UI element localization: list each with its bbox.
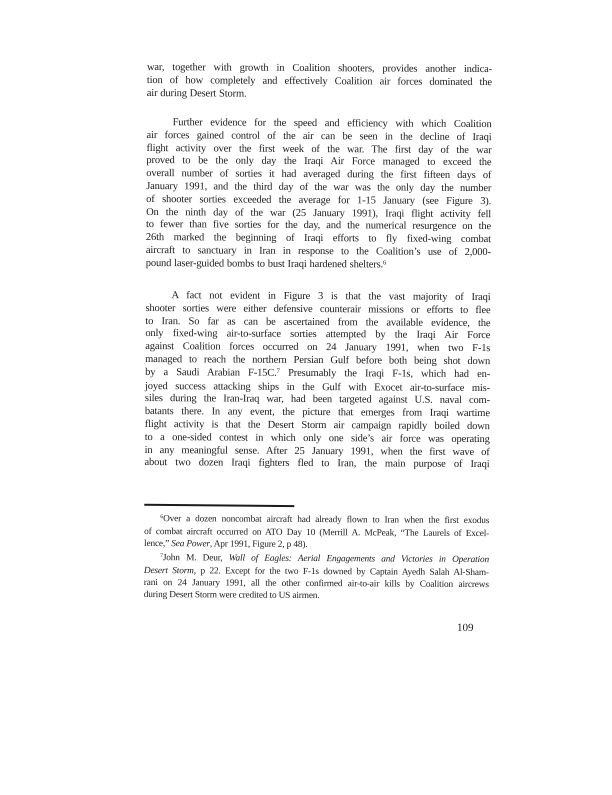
text-segment: against Coalition forces occurred on 24 January 1991, when two F-1s <box>145 341 491 355</box>
text-segment: Wall of Eagles: Aerial Engagements and Victories in Operation <box>228 553 489 566</box>
text-line <box>145 457 490 472</box>
text-segment: to Iran. So far as can be ascertained from the available evidence, the <box>145 315 491 329</box>
text-segment: about two dozen Iraqi fighters fled to Iran, the main purpose of Iraqi <box>144 457 490 471</box>
text-segment: shooter sorties were either defensive counterair missions or efforts to flee <box>145 302 491 316</box>
footnote-7 <box>144 552 489 603</box>
text-line <box>144 589 489 603</box>
text-segment: air forces gained control of the air can be seen in the decline of Iraqi <box>146 129 492 143</box>
paragraph-shooter-sorties <box>145 290 491 472</box>
footnote-6 <box>144 513 489 552</box>
paragraph-flight-decline <box>146 117 492 274</box>
text-segment: Further evidence for the speed and efficiency with which Coalition <box>172 117 492 131</box>
page-number: 109 <box>457 621 474 635</box>
text-segment: war, together with growth in Coalition shooters, provides another indica- <box>146 62 492 76</box>
text-segment: of combat aircraft occurred on ATO Day 10 (Merrill A. McPeak, “The Laurels of Excel- <box>144 526 490 540</box>
text-segment: to fewer than five sorties for the day, and the numerical resurgence on the <box>145 219 492 233</box>
text-segment: overall number of sorties it had averaged during the first fifteen days of <box>146 168 492 182</box>
text-segment: flight activity over the first week of the war. The first day of the war <box>146 142 492 156</box>
text-segment: tion of how completely and effectively Coalition air forces dominated the <box>146 74 492 88</box>
text-segment: lence,” <box>144 538 172 550</box>
text-segment: proved to be the only day the Iraqi Air Force managed to exceed the <box>146 155 492 169</box>
text-segment: On the ninth day of the war (25 January 1991), Iraqi flight activity fell <box>146 206 492 220</box>
text-segment: to a one-sided contest in which only one side’s air force was operating <box>144 431 490 445</box>
text-segment: rani on 24 January 1991, all the other confirmed air-to-air kills by Coalition aircrews <box>143 577 489 591</box>
text-segment: Over a dozen noncombat aircraft had already flown to Iran when the first exodus <box>163 514 490 527</box>
text-segment: A fact not evident in Figure 3 is that the vast majority of Iraqi <box>171 290 491 304</box>
text-segment: 26th marked the beginning of Iraqi efforts to fly fixed-wing combat <box>145 232 491 246</box>
paragraph-continuation <box>147 62 492 102</box>
text-segment: Presumably the Iraqi F-1s, which had en- <box>279 367 491 380</box>
text-segment: only fixed-wing air-to-surface sorties attempted by the Iraqi Air Force <box>145 328 491 342</box>
footnote-separator-rule <box>144 504 294 507</box>
text-segment: pound laser-guided bombs to bust Iraqi hardened shelters. <box>145 257 384 271</box>
text-segment: flight activity is that the Desert Storm air campaign rapidly boiled down <box>144 418 490 433</box>
text-segment: in any meaningful sense. After 25 January 1991, when the first wave of <box>144 444 490 458</box>
text-segment: aircraft to sanctuary in Iran in response to the Coalition’s use of 2,000- <box>145 244 491 259</box>
text-segment: by a Saudi Arabian F-15C. <box>145 366 277 379</box>
text-segment: p 22. Except for the two F-1s downed by Captain Ayedh Salah Al-Sham- <box>195 566 489 579</box>
footnote-marker: 6 <box>382 259 387 267</box>
text-segment: air during Desert Storm. <box>146 87 247 100</box>
footnote-marker: 7 <box>276 367 280 375</box>
text-segment: January 1991, and the third day of the war was the only day the number <box>146 180 492 195</box>
footnote-marker: 7 <box>159 553 163 560</box>
text-segment: batants there. In any event, the picture that emerges from Iraqi wartime <box>144 406 490 420</box>
text-line <box>144 538 489 552</box>
text-segment: siles during the Iran-Iraq war, had been targeted against U.S. naval com- <box>144 393 490 407</box>
text-segment: Sea Power <box>171 539 210 550</box>
text-segment: of shooter sorties exceeded the average for 1-15 January (see Figure 3). <box>146 193 492 207</box>
text-line <box>146 258 491 274</box>
footnote-marker: 6 <box>160 514 164 521</box>
text-segment: , Apr 1991, Figure 2, p 48). <box>209 539 308 550</box>
text-segment: during Desert Storm were credited to US airmen. <box>143 589 320 602</box>
text-segment: managed to reach the northern Persian Gulf before both being shot down <box>145 353 491 368</box>
text-segment: John M. Deur, <box>162 553 229 564</box>
text-line <box>147 88 492 103</box>
text-segment: joyed success attacking ships in the Gulf with Exocet air-to-surface mis- <box>144 380 491 394</box>
text-segment: Desert Storm, <box>143 565 196 577</box>
